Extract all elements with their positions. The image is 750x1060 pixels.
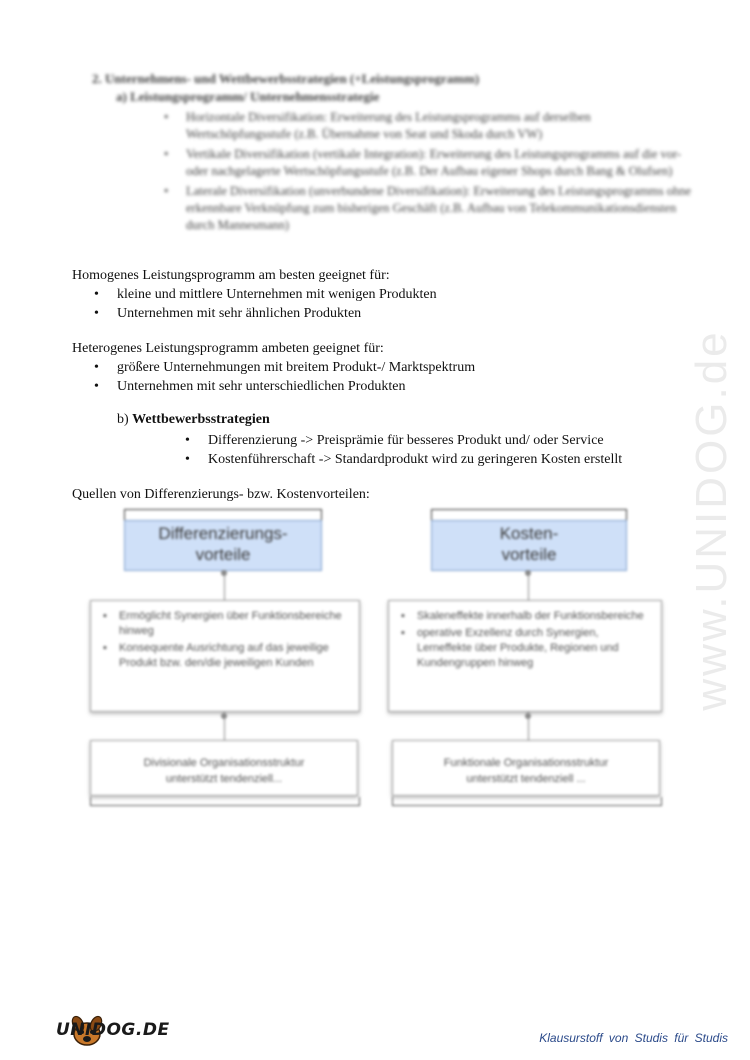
list-item: • Horizontale Diversifikation: Erweiterung des Leistungsprogramms auf derselben Wertschöpfungsstufe (z.B. Übernahme von Seat und Skoda durch VW) — [186, 109, 692, 143]
list-item — [94, 285, 437, 304]
bullet-icon: • — [185, 452, 190, 467]
list-item — [185, 431, 622, 450]
competition-list — [185, 431, 622, 469]
connector-node — [525, 713, 531, 719]
box-text: Funktionale Organisationsstruktur — [443, 757, 609, 769]
differentiation-sources-box — [90, 600, 360, 712]
cost-box — [431, 520, 627, 571]
list-item-text: Kostenführerschaft -> Standardprodukt wird zu geringeren Kosten erstellt — [208, 452, 623, 467]
list-item-text: größere Unternehmungen mit breitem Produkt-/ Marktspektrum — [117, 360, 476, 375]
box-title: vorteile — [501, 545, 557, 564]
bullet-icon: • — [94, 379, 99, 394]
functional-structure-box — [392, 740, 660, 796]
list-item-text: kleine und mittlere Unternehmen mit wenigen Produkten — [117, 287, 437, 302]
box-title: vorteile — [195, 545, 251, 564]
list-item — [94, 358, 475, 377]
box-title: Differenzierungs- — [158, 524, 288, 543]
list-item: ▪ Konsequente Ausrichtung auf das jeweilige Produkt bzw. den/die jeweiligen Kunden — [101, 641, 353, 671]
bullet-icon: • — [94, 306, 99, 321]
differentiation-box — [124, 520, 322, 571]
diversification-list — [186, 109, 692, 234]
box-text: unterstützt tendenziell... — [165, 773, 283, 785]
list-item: • Vertikale Diversifikation (vertikale Integration): Erweiterung des Leistungsprogramms auf die vor- oder nachgelagerte Wertschöpfungsstufe (z.B. Der Aufbau eigener Shops durch Bang & Olufsen) — [186, 146, 692, 180]
heterogen-intro: Heterogenes Leistungsprogramm ambeten geeignet für: — [72, 341, 384, 356]
bullet-icon: • — [185, 433, 190, 448]
homogen-intro: Homogenes Leistungsprogramm am besten geeignet für: — [72, 268, 390, 283]
box-text: unterstützt tendenziell ... — [466, 773, 586, 785]
list-item-text: Unternehmen mit sehr unterschiedlichen Produkten — [117, 379, 406, 394]
connector-node — [221, 570, 227, 576]
list-item: ▪ Ermöglicht Synergien über Funktionsbereiche hinweg — [101, 609, 353, 639]
section-2-subheading: a) Leistungsprogramm/ Unternehmensstrategie — [116, 89, 380, 104]
box-title: Kosten- — [499, 524, 559, 543]
connector-node — [221, 713, 227, 719]
list-item: ▪ operative Exzellenz durch Synergien, Lerneffekte über Produkte, Regionen und Kundengruppen hinweg — [399, 626, 655, 671]
footer-tagline: Klausurstoff von Studis für Studis — [539, 1031, 728, 1045]
section-2-heading: 2. Unternehmens- und Wettbewerbsstrategien (+Leistungsprogramm) — [92, 71, 480, 86]
list-item: ▪ Skaleneffekte innerhalb der Funktionsbereiche — [399, 609, 655, 624]
competition-prefix: b) — [117, 412, 129, 427]
list-item-text: Unternehmen mit sehr ähnlichen Produkten — [117, 306, 362, 321]
homogen-list — [94, 285, 437, 323]
competition-title: Wettbewerbsstrategien — [132, 412, 270, 427]
logo-text: UNIDOG.DE — [56, 1020, 170, 1040]
bracket-line — [90, 797, 360, 806]
box-text: Divisionale Organisationsstruktur — [143, 757, 305, 769]
list-item: • Laterale Diversifikation (unverbundene Diversifikation): Erweiterung des Leistungsprogramms ohne erkennbare Verknüpfung zum bisherigen Geschäft (z.B. Aufbau von Telekommunikationsdiensten durch Mannesmann) — [186, 183, 692, 234]
bullet-icon: • — [94, 360, 99, 375]
watermark: www.UNIDOG.de — [687, 329, 736, 711]
cost-sources-box — [388, 600, 662, 712]
divisional-structure-box — [90, 740, 358, 796]
bracket-line — [392, 797, 662, 806]
sources-intro: Quellen von Differenzierungs- bzw. Kostenvorteilen: — [72, 487, 370, 502]
heterogen-list — [94, 358, 475, 396]
section-2-blurred — [92, 71, 692, 237]
competition-heading — [117, 412, 270, 428]
list-item — [185, 450, 622, 469]
list-item — [94, 377, 475, 396]
list-item — [94, 304, 437, 323]
connector-node — [525, 570, 531, 576]
list-item-text: Differenzierung -> Preisprämie für besseres Produkt und/ oder Service — [208, 433, 604, 448]
bullet-icon: • — [94, 287, 99, 302]
